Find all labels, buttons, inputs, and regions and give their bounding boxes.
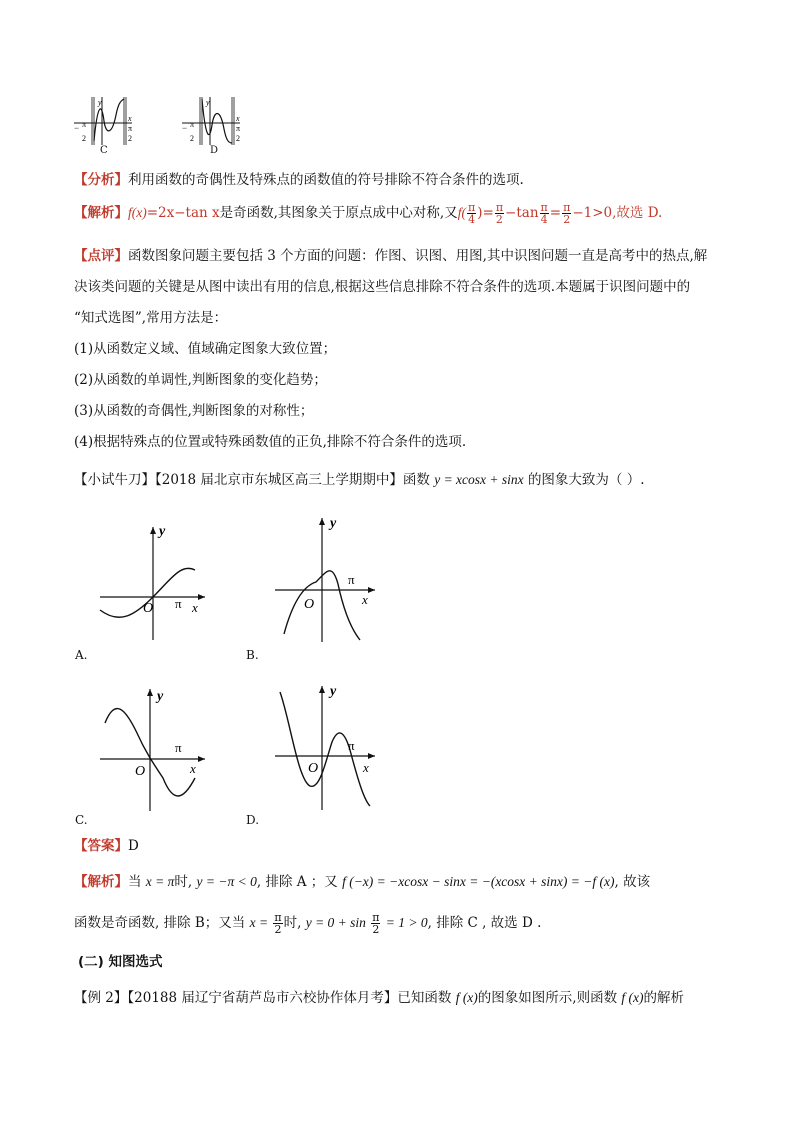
svg-text:2: 2 bbox=[128, 134, 132, 143]
solution1-f-open: f( bbox=[457, 205, 466, 220]
comment-item2: (2)从函数的单调性,判断图象的变化趋势； bbox=[74, 372, 327, 388]
comment-tag: 【点评】 bbox=[74, 248, 128, 264]
svg-text:O: O bbox=[304, 597, 315, 612]
problem-formula: y = xcosx + sinx bbox=[434, 472, 524, 487]
solution1-close: )= bbox=[477, 205, 494, 221]
svg-text:O: O bbox=[135, 764, 146, 779]
svg-text:π: π bbox=[348, 572, 355, 587]
svg-text:−: − bbox=[74, 123, 80, 133]
option-a-graph bbox=[75, 515, 215, 662]
solution1-frac3: $\frac{\pi}{4}$ bbox=[540, 201, 548, 226]
svg-text:2: 2 bbox=[190, 134, 194, 143]
comment-item3: (3)从函数的奇偶性,判断图象的对称性； bbox=[74, 403, 314, 419]
graph-c-caption: C bbox=[100, 145, 108, 156]
solution1-text1: 是奇函数,其图象关于原点成中心对称,又 bbox=[219, 205, 458, 221]
option-d-graph bbox=[246, 680, 390, 827]
solution2-frac1: $\frac{\pi}{2}$ bbox=[274, 911, 282, 936]
solution2-tag: 【解析】 bbox=[74, 874, 128, 890]
svg-text:x: x bbox=[190, 761, 196, 776]
svg-text:2: 2 bbox=[236, 134, 240, 143]
svg-text:y: y bbox=[157, 689, 164, 704]
svg-text:x: x bbox=[363, 760, 369, 775]
svg-text:π: π bbox=[128, 124, 133, 133]
example-line: 【例 2】【20188 届辽宁省葫芦岛市六校协作体月考】已知函数 f (x)的图象如图所示,则函数 f (x)的解析 bbox=[74, 990, 684, 1006]
svg-text:2: 2 bbox=[82, 134, 86, 143]
svg-text:π: π bbox=[175, 596, 182, 611]
svg-text:π: π bbox=[236, 124, 241, 133]
option-b-caption: B. bbox=[246, 648, 259, 662]
solution2-frac2: $\frac{\pi}{2}$ bbox=[372, 911, 380, 936]
svg-text:O: O bbox=[143, 601, 154, 616]
option-c-caption: C. bbox=[75, 813, 88, 827]
svg-text:x: x bbox=[362, 592, 368, 607]
solution1-eq: =2x−tan x bbox=[146, 205, 220, 221]
solution1-frac4: $\frac{\pi}{2}$ bbox=[563, 201, 571, 226]
option-a-caption: A. bbox=[75, 648, 88, 662]
svg-text:−: − bbox=[182, 123, 188, 133]
option-b-graph bbox=[246, 512, 390, 662]
analysis-text: 利用函数的奇偶性及特殊点的函数值的符号排除不符合条件的选项. bbox=[128, 172, 524, 188]
option-c-graph bbox=[75, 683, 215, 827]
solution1-line: 【解析】f(x)=2x−tan x是奇函数,其图象关于原点成中心对称,又f( $\frac{\pi}{4}$ )= $\frac{\pi}{2}$ −tan $\frac{\pi}{4}$ = $\frac{\pi}{2}$ −1>0,故选 D. bbox=[74, 201, 663, 226]
problem-tag1: 【小试牛刀】 bbox=[74, 472, 155, 488]
solution1-tag: 【解析】 bbox=[74, 205, 128, 221]
solution1-frac1: $\frac{\pi}{4}$ bbox=[467, 201, 476, 226]
problem-line: 【小试牛刀】【2018 届北京市东城区高三上学期期中】函数 y = xcosx + sinx 的图象大致为（ ）. bbox=[74, 472, 645, 488]
svg-text:π: π bbox=[82, 120, 87, 129]
solution2-line1: 【解析】当 x = π时, y = −π < 0, 排除 A ；又 f (−x) = −xcosx − sinx = −(xcosx + sinx) = −f (x), 故该 bbox=[74, 874, 651, 890]
option-d-caption: D. bbox=[246, 813, 260, 827]
comment-line2: 决该类问题的关键是从图中读出有用的信息,根据这些信息排除不符合条件的选项.本题属于识图问题中的 bbox=[74, 279, 691, 295]
svg-text:y: y bbox=[98, 98, 102, 107]
svg-text:π: π bbox=[190, 120, 195, 129]
answer-tag: 【答案】 bbox=[74, 838, 128, 854]
comment-item4: (4)根据特殊点的位置或特殊函数值的正负,排除不符合条件的选项. bbox=[74, 434, 467, 450]
top-graph-d bbox=[178, 95, 248, 160]
top-graph-c bbox=[70, 95, 140, 160]
svg-text:y: y bbox=[159, 524, 166, 539]
svg-text:x: x bbox=[236, 114, 240, 123]
problem-tag2: 【2018 届北京市东城区高三上学期期中】 bbox=[155, 472, 403, 488]
solution1-tail: −1>0,故选 D. bbox=[572, 205, 663, 221]
comment-line1: 【点评】函数图象问题主要包括 3 个方面的问题：作图、识图、用图,其中识图问题一直是高考中的热点,解 bbox=[74, 248, 708, 264]
solution1-minus-tan: −tan bbox=[505, 205, 539, 221]
comment-line3: “知式选图”,常用方法是： bbox=[74, 310, 228, 326]
svg-text:y: y bbox=[330, 516, 337, 531]
solution1-frac2: $\frac{\pi}{2}$ bbox=[495, 201, 504, 226]
solution1-fx: f(x) bbox=[128, 205, 147, 220]
solution2-line2: 函数是奇函数, 排除 B；又当 x = $\frac{\pi}{2}$ 时, y = 0 + sin $\frac{\pi}{2}$ = 1 > 0, 排除 C , 故选 D . bbox=[74, 911, 542, 936]
answer-value: D bbox=[128, 838, 139, 854]
svg-text:x: x bbox=[128, 114, 132, 123]
example-tag2: 【20188 届辽宁省葫芦岛市六校协作体月考】 bbox=[127, 990, 398, 1006]
svg-text:π: π bbox=[348, 738, 355, 753]
svg-text:y: y bbox=[330, 684, 337, 699]
svg-text:y: y bbox=[206, 98, 210, 107]
analysis-tag: 【分析】 bbox=[74, 172, 128, 188]
section-title: (二) 知图选式 bbox=[78, 954, 163, 970]
graph-d-caption: D bbox=[210, 145, 219, 156]
comment-item1: (1)从函数定义域、值域确定图象大致位置； bbox=[74, 341, 337, 357]
answer-line bbox=[74, 836, 139, 856]
svg-text:x: x bbox=[192, 600, 198, 615]
svg-text:O: O bbox=[308, 761, 319, 776]
svg-text:π: π bbox=[175, 740, 182, 755]
analysis-line bbox=[74, 170, 524, 190]
example-tag1: 【例 2】 bbox=[74, 990, 128, 1006]
